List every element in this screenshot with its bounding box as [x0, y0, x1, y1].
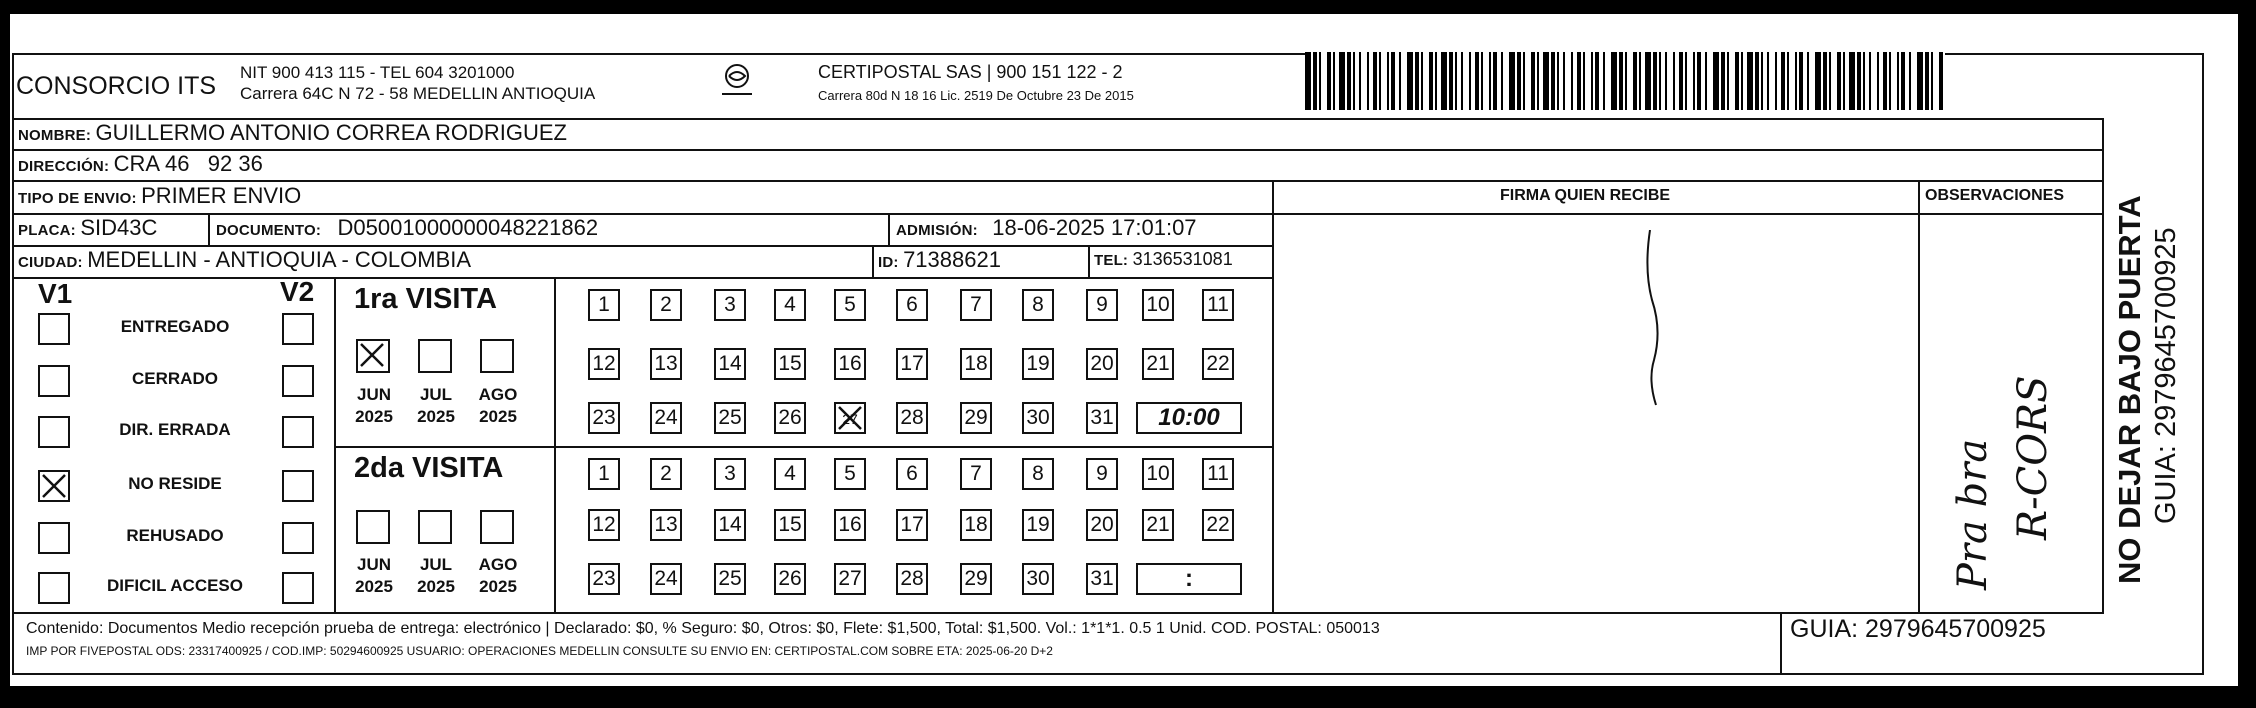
admision-label: ADMISIÓN:: [896, 222, 978, 239]
second-visit-day-box[interactable]: 19: [1022, 509, 1054, 541]
divider: [12, 612, 2102, 614]
second-visit-day-box[interactable]: 17: [896, 509, 928, 541]
divider: [334, 446, 1274, 448]
tipo-envio-row: [18, 183, 301, 209]
first-visit-day-box[interactable]: 20: [1086, 348, 1118, 380]
first-visit-day-box[interactable]: 7: [960, 289, 992, 321]
month-name: AGO: [478, 555, 518, 574]
company-info: [240, 62, 595, 104]
divider: [12, 277, 1274, 279]
first-visit-month-label: [468, 384, 528, 428]
placa-row: [18, 215, 157, 241]
observation-handwriting-1: Pra bra: [1950, 438, 1996, 590]
second-visit-time-box[interactable]: :: [1136, 563, 1242, 595]
divider: [1272, 180, 1274, 614]
second-visit-day-box[interactable]: 16: [834, 509, 866, 541]
second-visit-day-box[interactable]: 27: [834, 563, 866, 595]
v2-status-checkbox[interactable]: [282, 313, 314, 345]
firma-header: FIRMA QUIEN RECIBE: [1500, 187, 1671, 204]
second-visit-day-box[interactable]: 25: [714, 563, 746, 595]
first-visit-day-box[interactable]: 23: [588, 402, 620, 434]
second-visit-day-box[interactable]: 31: [1086, 563, 1118, 595]
first-visit-day-box[interactable]: 24: [650, 402, 682, 434]
tipo-envio-label: TIPO DE ENVIO:: [18, 190, 137, 207]
second-visit-day-box[interactable]: 9: [1086, 458, 1118, 490]
certipostal-line: CERTIPOSTAL SAS | 900 151 122 - 2: [818, 62, 1123, 82]
first-visit-day-box[interactable]: 22: [1202, 348, 1234, 380]
divider: [12, 180, 2102, 182]
v1-label: V1: [38, 278, 73, 309]
observation-handwriting-2: R-CORS: [2010, 375, 2056, 540]
footer-guia: GUIA: 2979645700925: [1790, 615, 2046, 643]
scan-border-left: [0, 0, 10, 708]
first-visit-month-label: [344, 384, 404, 428]
second-visit-day-box[interactable]: 6: [896, 458, 928, 490]
certipostal-logo: [712, 62, 762, 102]
first-visit-month-checkbox[interactable]: [480, 339, 514, 373]
nit-line: NIT 900 413 115 - TEL 604 3201000: [240, 63, 515, 82]
second-visit-day-box[interactable]: 21: [1142, 509, 1174, 541]
second-visit-day-box[interactable]: 23: [588, 563, 620, 595]
v2-status-checkbox[interactable]: [282, 522, 314, 554]
first-visit-day-box[interactable]: 6: [896, 289, 928, 321]
scan-border-bottom: [0, 686, 2256, 708]
first-visit-day-box[interactable]: 15: [774, 348, 806, 380]
first-visit-day-box[interactable]: 5: [834, 289, 866, 321]
v1-status-checkbox[interactable]: [38, 416, 70, 448]
side-guia: GUIA: 2979645700925: [2150, 227, 2182, 524]
month-year: 2025: [355, 577, 393, 596]
second-visit-day-box[interactable]: 11: [1202, 458, 1234, 490]
documento-label: DOCUMENTO:: [216, 222, 322, 239]
month-name: JUL: [419, 385, 453, 404]
v2-status-checkbox[interactable]: [282, 470, 314, 502]
second-visit-day-box[interactable]: 1: [588, 458, 620, 490]
second-visit-title: 2da VISITA: [354, 452, 504, 484]
second-visit-day-box[interactable]: 28: [896, 563, 928, 595]
scan-border-top: [0, 0, 2256, 14]
divider: [1088, 245, 1090, 277]
divider: [1780, 612, 1782, 674]
ciudad-label: CIUDAD:: [18, 254, 83, 271]
first-visit-day-box[interactable]: 30: [1022, 402, 1054, 434]
first-visit-day-box[interactable]: 19: [1022, 348, 1054, 380]
status-label: REHUSADO: [126, 526, 224, 545]
v2-label: V2: [280, 276, 315, 307]
brand-name: CONSORCIO ITS: [16, 72, 217, 100]
observaciones-header: OBSERVACIONES: [1925, 187, 2064, 204]
id-value: 71388621: [903, 247, 1001, 272]
first-visit-day-box[interactable]: 3: [714, 289, 746, 321]
first-visit-day-box[interactable]: 2: [650, 289, 682, 321]
admision-row: [896, 215, 1197, 241]
first-visit-day-box[interactable]: 16: [834, 348, 866, 380]
second-visit-day-box[interactable]: 29: [960, 563, 992, 595]
divider: [12, 149, 2102, 151]
divider: [888, 213, 890, 245]
second-visit-month-label: [406, 554, 466, 598]
second-visit-month-checkbox[interactable]: [418, 510, 452, 544]
second-visit-day-box[interactable]: 10: [1142, 458, 1174, 490]
month-name: AGO: [478, 385, 518, 404]
first-visit-day-box[interactable]: 13: [650, 348, 682, 380]
second-visit-day-box[interactable]: 14: [714, 509, 746, 541]
first-visit-day-box[interactable]: 18: [960, 348, 992, 380]
divider: [1918, 180, 1920, 614]
second-visit-day-box[interactable]: 12: [588, 509, 620, 541]
first-visit-time-box[interactable]: 10:00: [1136, 402, 1242, 434]
v1-status-checkbox[interactable]: [38, 522, 70, 554]
first-visit-day-box[interactable]: 21: [1142, 348, 1174, 380]
month-name: JUN: [356, 555, 391, 574]
certipostal-license: Carrera 80d N 18 16 Lic. 2519 De Octubre 23 De 2015: [818, 88, 1134, 103]
address-line: Carrera 64C N 72 - 58 MEDELLIN ANTIOQUIA: [240, 84, 596, 103]
nombre-value: GUILLERMO ANTONIO CORREA RODRIGUEZ: [95, 120, 567, 145]
placa-label: PLACA:: [18, 222, 76, 239]
first-visit-day-box[interactable]: 25: [714, 402, 746, 434]
status-label: CERRADO: [132, 369, 218, 388]
second-visit-day-box[interactable]: 3: [714, 458, 746, 490]
tel-value: 3136531081: [1132, 249, 1233, 269]
ciudad-value: MEDELLIN - ANTIOQUIA - COLOMBIA: [87, 247, 472, 272]
id-row: [878, 247, 1001, 273]
second-visit-day-box[interactable]: 30: [1022, 563, 1054, 595]
first-visit-day-box[interactable]: 8: [1022, 289, 1054, 321]
scan-border-right: [2238, 0, 2256, 708]
divider: [334, 277, 336, 613]
signature-stroke: [1640, 230, 1670, 415]
barcode: [1305, 52, 1945, 110]
first-visit-day-box[interactable]: 12: [588, 348, 620, 380]
direccion-value: CRA 46 92 36: [113, 151, 263, 176]
month-name: JUN: [356, 385, 391, 404]
contenido-line: Contenido: Documentos Medio recepción prueba de entrega: electrónico | Declarado: $0, % Seguro: $0, Otros: $0, Flete: $1,500, Total: $1,500. Vol.: 1*1*1. 0.5 1 Unid. COD. POSTAL: 050013: [26, 620, 1380, 637]
v1-status-checkbox[interactable]: [38, 365, 70, 397]
status-label: NO RESIDE: [128, 474, 222, 493]
second-visit-day-box[interactable]: 18: [960, 509, 992, 541]
tel-row: [1094, 249, 1233, 270]
first-visit-day-box[interactable]: 27: [834, 402, 866, 434]
second-visit-day-box[interactable]: 8: [1022, 458, 1054, 490]
second-visit-day-box[interactable]: 13: [650, 509, 682, 541]
second-visit-day-box[interactable]: 15: [774, 509, 806, 541]
divider: [208, 213, 210, 245]
second-visit-day-box[interactable]: 24: [650, 563, 682, 595]
first-visit-day-box[interactable]: 10: [1142, 289, 1174, 321]
first-visit-day-box[interactable]: 9: [1086, 289, 1118, 321]
nombre-label: NOMBRE:: [18, 127, 92, 144]
month-year: 2025: [417, 577, 455, 596]
first-visit-title: 1ra VISITA: [354, 283, 497, 315]
documento-row: [216, 215, 598, 241]
first-visit-day-box[interactable]: 14: [714, 348, 746, 380]
first-visit-day-box[interactable]: 17: [896, 348, 928, 380]
first-visit-day-box[interactable]: 4: [774, 289, 806, 321]
second-visit-month-label: [468, 554, 528, 598]
first-visit-day-box[interactable]: 11: [1202, 289, 1234, 321]
second-visit-month-label: [344, 554, 404, 598]
tel-label: TEL:: [1094, 252, 1129, 269]
first-visit-day-box[interactable]: 31: [1086, 402, 1118, 434]
second-visit-month-checkbox[interactable]: [480, 510, 514, 544]
v1-status-checkbox[interactable]: [38, 572, 70, 604]
status-label: DIR. ERRADA: [119, 420, 231, 439]
v1-status-checkbox[interactable]: [38, 470, 70, 502]
tipo-envio-value: PRIMER ENVIO: [141, 183, 302, 208]
month-year: 2025: [479, 407, 517, 426]
divider: [872, 245, 874, 277]
second-visit-day-box[interactable]: 4: [774, 458, 806, 490]
nombre-row: [18, 120, 567, 146]
v2-status-checkbox[interactable]: [282, 365, 314, 397]
imp-line: IMP POR FIVEPOSTAL ODS: 23317400925 / COD.IMP: 50294600925 USUARIO: OPERACIONES MEDELLIN CONSULTE SU ENVIO EN: CERTIPOSTAL.COM SOBRE ETA: 2025-06-20 D+2: [26, 644, 1053, 658]
status-label: DIFICIL ACCESO: [106, 576, 243, 595]
status-label: ENTREGADO: [120, 317, 230, 336]
direccion-row: [18, 151, 263, 177]
v2-status-checkbox[interactable]: [282, 572, 314, 604]
month-year: 2025: [417, 407, 455, 426]
first-visit-month-checkbox[interactable]: [418, 339, 452, 373]
first-visit-day-box[interactable]: 1: [588, 289, 620, 321]
month-name: JUL: [419, 555, 453, 574]
second-visit-day-box[interactable]: 7: [960, 458, 992, 490]
divider: [554, 277, 556, 613]
month-year: 2025: [355, 407, 393, 426]
divider: [2102, 118, 2104, 614]
admision-value: 18-06-2025 17:01:07: [992, 215, 1197, 240]
v2-status-checkbox[interactable]: [282, 416, 314, 448]
second-visit-day-box[interactable]: 26: [774, 563, 806, 595]
v1-status-checkbox[interactable]: [38, 313, 70, 345]
second-visit-day-box[interactable]: 22: [1202, 509, 1234, 541]
documento-value: D05001000000048221862: [337, 215, 599, 240]
direccion-label: DIRECCIÓN:: [18, 158, 110, 175]
second-visit-day-box[interactable]: 20: [1086, 509, 1118, 541]
first-visit-month-checkbox[interactable]: [356, 339, 390, 373]
second-visit-day-box[interactable]: 2: [650, 458, 682, 490]
first-visit-day-box[interactable]: 28: [896, 402, 928, 434]
ciudad-row: [18, 247, 471, 273]
first-visit-day-box[interactable]: 29: [960, 402, 992, 434]
side-notice: NO DEJAR BAJO PUERTA: [2112, 195, 2147, 584]
first-visit-month-label: [406, 384, 466, 428]
second-visit-month-checkbox[interactable]: [356, 510, 390, 544]
month-year: 2025: [479, 577, 517, 596]
second-visit-day-box[interactable]: 5: [834, 458, 866, 490]
barcode-bar: [1943, 52, 1945, 110]
first-visit-day-box[interactable]: 26: [774, 402, 806, 434]
placa-value: SID43C: [80, 215, 158, 240]
id-label: ID:: [878, 254, 899, 271]
